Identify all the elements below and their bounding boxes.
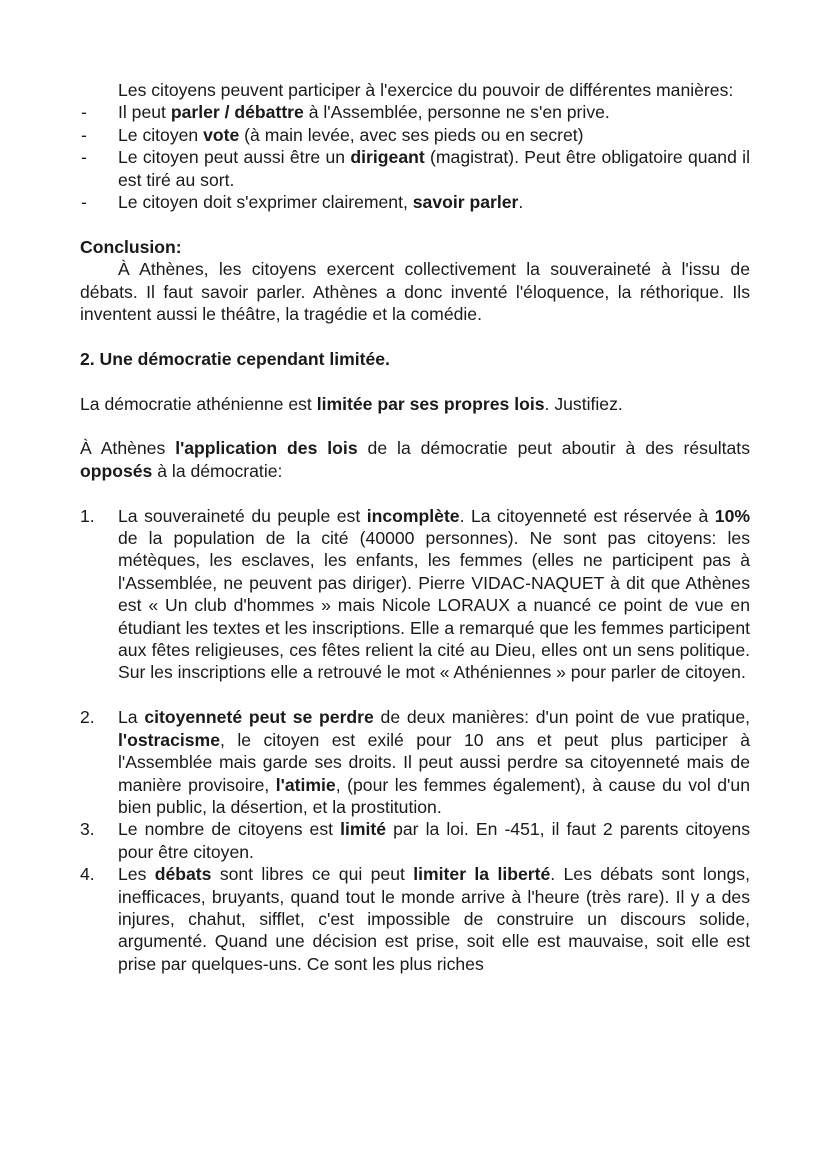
list-item: 3. Le nombre de citoyens est limité par la loi. En -451, il faut 2 parents citoyens pour être citoyen. bbox=[80, 819, 751, 862]
intro-paragraph: Les citoyens peuvent participer à l'exercice du pouvoir de différentes manières: bbox=[118, 80, 734, 100]
document-page bbox=[80, 79, 750, 975]
number-marker: 3. bbox=[80, 819, 95, 840]
number-marker: 2. bbox=[80, 707, 95, 728]
participation-list bbox=[80, 101, 750, 213]
dash-marker: - bbox=[81, 124, 87, 145]
limitation-paragraph: La démocratie athénienne est limitée par ses propres lois. Justifiez. bbox=[80, 393, 623, 414]
numbered-list bbox=[80, 505, 750, 976]
dash-marker: - bbox=[81, 192, 87, 213]
list-item: 1. La souveraineté du peuple est incomplète. La citoyenneté est réservée à 10% de la population de la cité (40000 personnes). Ne sont pas citoyens: les métèques, les esclaves, les enfants, les femmes (elles ne participent pas à l'Assemblée, ne peuvent pas diriger). Pierre VIDAC-NAQUET à dit que Athènes est « Un club d'hommes » mais Nicole LORAUX a nuancé ce point de vue en étudiant les textes et les inscriptions. Elle a remarqué que les femmes participent aux fêtes religieuses, ces fêtes relient la cité au Dieu, elles ont un sens politique. Sur les inscriptions elle a retrouvé le mot « Athéniennes » pour parler de citoyen. bbox=[80, 505, 750, 683]
dash-marker: - bbox=[81, 102, 87, 123]
conclusion-heading: Conclusion: bbox=[80, 236, 182, 257]
conclusion-paragraph: À Athènes, les citoyens exercent collectivement la souveraineté à l'issu de débats. Il faut savoir parler. Athènes a donc inventé l'éloquence, la réthorique. Ils inventent aussi le théâtre, la tragédie et la comédie. bbox=[80, 259, 750, 325]
number-marker: 4. bbox=[80, 864, 95, 885]
section-heading: 2. Une démocratie cependant limitée. bbox=[80, 348, 390, 369]
dash-marker: - bbox=[81, 147, 87, 168]
list-item: - Le citoyen vote (à main levée, avec ses pieds ou en secret) bbox=[81, 124, 584, 145]
list-item: 2. La citoyenneté peut se perdre de deux manières: d'un point de vue pratique, l'ostracisme, le citoyen est exilé pour 10 ans et peut plus participer à l'Assemblée mais garde ses droits. Il peut aussi perdre sa citoyenneté mais de manière provisoire, l'atimie, (pour les femmes également), à cause du vol d'un bien public, la désertion, et la prostitution. bbox=[80, 707, 751, 817]
list-item: - Le citoyen doit s'exprimer clairement, savoir parler. bbox=[81, 192, 524, 213]
application-paragraph: À Athènes l'application des lois de la démocratie peut aboutir à des résultats opposés à la démocratie: bbox=[80, 438, 750, 481]
list-item: - Il peut parler / débattre à l'Assemblée, personne ne s'en prive. bbox=[81, 102, 610, 123]
list-item: - Le citoyen peut aussi être un dirigeant (magistrat). Peut être obligatoire quand il est tiré au sort. bbox=[81, 147, 750, 190]
list-item: 4. Les débats sont libres ce qui peut limiter la liberté. Les débats sont longs, inefficaces, bruyants, quand tout le monde arrive à l'heure (très rare). Il y a des injures, chahut, sifflet, c'est impossible de construire un discours solide, argumenté. Quand une décision est prise, soit elle est mauvaise, soit elle est prise par quelques-uns. Ce sont les plus riches bbox=[80, 864, 750, 974]
number-marker: 1. bbox=[80, 505, 95, 526]
